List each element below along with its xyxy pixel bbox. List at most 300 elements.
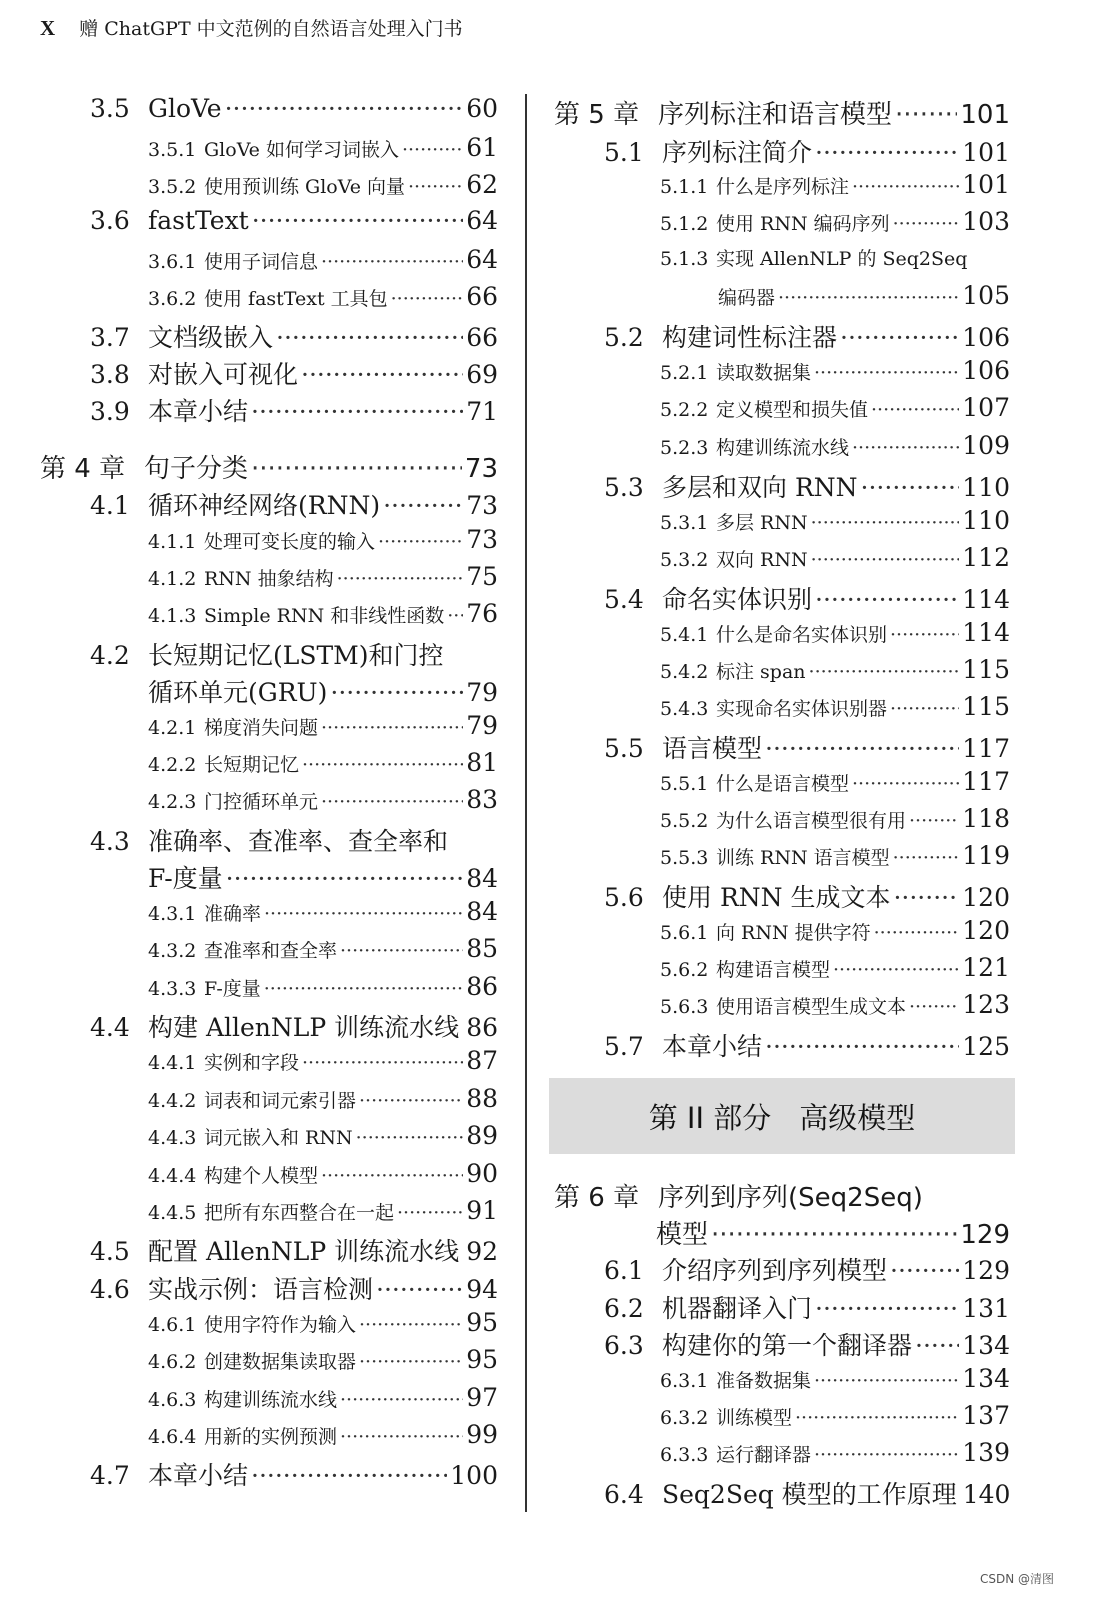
toc-entry[interactable] — [604, 1027, 1010, 1063]
toc-entry-page: 60 — [466, 94, 498, 123]
leader-dots — [402, 139, 463, 161]
toc-entry[interactable] — [604, 1475, 1010, 1511]
toc-entry-page: 79 — [466, 711, 498, 740]
toc-entry-title: 语言模型 — [662, 734, 763, 763]
toc-entry-page: 86 — [466, 1013, 498, 1042]
toc-entry-title: 本章小结 — [148, 397, 249, 426]
toc-entry-title: 实例和字段 — [204, 1052, 300, 1074]
toc-entry-number: 4.4.2 — [148, 1090, 197, 1112]
toc-entry-number: 5.2.3 — [660, 437, 709, 459]
toc-entry-title: 实现 AllenNLP 的 Seq2Seq — [716, 248, 968, 270]
toc-entry[interactable] — [660, 431, 1010, 460]
toc-entry-number: 第 6 章 — [554, 1183, 640, 1213]
toc-entry-page: 139 — [962, 1438, 1010, 1467]
leader-dots — [321, 251, 463, 273]
leader-dots — [340, 1426, 463, 1448]
toc-entry[interactable] — [90, 859, 498, 895]
leader-dots — [376, 1275, 463, 1304]
toc-entry[interactable] — [148, 562, 498, 591]
toc-entry[interactable] — [90, 486, 498, 522]
toc-entry-title: 构建训练流水线 — [716, 437, 850, 459]
toc-entry-number: 4.2 — [90, 641, 130, 670]
toc-entry-title: 实现命名实体识别器 — [716, 698, 888, 720]
leader-dots — [852, 176, 959, 198]
toc-entry-title: 准确率、查准率、查全率和 — [148, 827, 449, 856]
leader-dots — [814, 1370, 959, 1392]
toc-entry-page: 95 — [466, 1308, 498, 1337]
toc-entry-title: 用新的实例预测 — [204, 1426, 338, 1448]
toc-entry[interactable] — [148, 599, 498, 628]
leader-dots — [302, 1052, 463, 1074]
toc-entry[interactable] — [148, 170, 498, 199]
toc-entry[interactable] — [660, 356, 1010, 385]
toc-entry[interactable] — [148, 282, 498, 311]
toc-entry-page: 66 — [466, 323, 498, 352]
toc-entry-page: 94 — [466, 1275, 498, 1304]
toc-entry[interactable] — [148, 1084, 498, 1113]
toc-entry[interactable] — [660, 990, 1010, 1019]
toc-entry-number: 3.5.2 — [148, 176, 197, 198]
toc-entry[interactable] — [604, 318, 1010, 354]
toc-entry-title: 对嵌入可视化 — [148, 360, 299, 389]
toc-entry-number: 6.3 — [604, 1331, 644, 1360]
toc-entry-page: 99 — [466, 1420, 498, 1449]
toc-entry-page: 76 — [466, 599, 498, 628]
toc-entry-page: 71 — [466, 397, 498, 426]
toc-entry[interactable] — [148, 972, 498, 1001]
toc-entry-page: 120 — [962, 883, 1010, 912]
toc-entry-title: 定义模型和损失值 — [716, 399, 869, 421]
toc-entry-title: 使用 RNN 编码序列 — [716, 213, 890, 235]
toc-entry[interactable] — [148, 1308, 498, 1337]
toc-entry-title: 构建词性标注器 — [662, 323, 838, 352]
toc-entry-number: 6.3.1 — [660, 1370, 709, 1392]
toc-entry-number: 5.1.3 — [660, 248, 709, 270]
toc-entry[interactable] — [148, 748, 498, 777]
leader-dots — [462, 1013, 463, 1042]
toc-entry[interactable] — [660, 692, 1010, 721]
toc-entry[interactable] — [148, 1345, 498, 1374]
toc-entry-number: 4.6.3 — [148, 1389, 197, 1411]
toc-entry[interactable] — [554, 1177, 1010, 1214]
toc-entry-number: 4.3.3 — [148, 978, 197, 1000]
toc-entry-page: 109 — [962, 431, 1010, 460]
toc-entry[interactable] — [660, 1438, 1010, 1467]
toc-entry-number: 6.4 — [604, 1480, 644, 1509]
toc-entry[interactable] — [148, 1121, 498, 1150]
toc-entry-number: 5.4.3 — [660, 698, 709, 720]
leader-dots — [852, 437, 959, 459]
toc-entry-title: 使用子词信息 — [204, 251, 319, 273]
leader-dots — [340, 940, 463, 962]
toc-entry-number: 4.2.1 — [148, 717, 197, 739]
toc-entry-page: 84 — [466, 864, 498, 893]
toc-entry-number: 5.3.2 — [660, 549, 709, 571]
toc-entry-number: 5.5.3 — [660, 847, 709, 869]
toc-entry-number: 5.7 — [604, 1032, 644, 1061]
toc-entry-title: 命名实体识别 — [662, 585, 813, 614]
toc-entry-page: 115 — [962, 655, 1010, 684]
toc-entry-number: 5.6 — [604, 883, 644, 912]
toc-entry-page: 123 — [962, 990, 1010, 1019]
toc-entry-number: 4.3.2 — [148, 940, 197, 962]
toc-entry-number: 5.6.2 — [660, 959, 709, 981]
toc-entry-number: 5.2.1 — [660, 362, 709, 384]
toc-entry-number: 5.6.1 — [660, 922, 709, 944]
toc-entry-title: 训练 RNN 语言模型 — [716, 847, 890, 869]
toc-entry-number: 5.1.1 — [660, 176, 709, 198]
toc-entry-number: 4.6.2 — [148, 1351, 197, 1373]
toc-entry-page: 75 — [466, 562, 498, 591]
toc-entry-page: 125 — [962, 1032, 1010, 1061]
leader-dots — [251, 397, 463, 426]
leader-dots — [874, 922, 960, 944]
toc-entry-title: F-度量 — [148, 864, 223, 893]
toc-entry-title: 词元嵌入和 RNN — [204, 1127, 353, 1149]
toc-entry[interactable] — [660, 953, 1010, 982]
toc-entry-page: 129 — [960, 1220, 1010, 1250]
leader-dots — [264, 903, 463, 925]
leader-dots — [815, 585, 959, 614]
toc-entry-page: 92 — [466, 1237, 498, 1266]
toc-entry-page: 101 — [962, 170, 1010, 199]
toc-entry-number: 6.2 — [604, 1294, 644, 1323]
toc-entry[interactable] — [660, 1401, 1010, 1430]
leader-dots — [833, 959, 959, 981]
toc-entry[interactable] — [90, 206, 498, 235]
toc-entry-number: 4.4.3 — [148, 1127, 197, 1149]
toc-entry[interactable] — [660, 655, 1010, 684]
toc-entry-page: 61 — [466, 133, 498, 162]
toc-entry-title: 文档级嵌入 — [148, 323, 274, 352]
toc-entry-number: 4.3.1 — [148, 903, 197, 925]
leader-dots — [871, 399, 959, 421]
toc-entry-number: 5.6.3 — [660, 996, 709, 1018]
toc-entry-page: 110 — [962, 473, 1010, 502]
toc-entry-title: 查准率和查全率 — [204, 940, 338, 962]
toc-entry-page: 95 — [466, 1345, 498, 1374]
leader-dots — [251, 454, 462, 484]
toc-entry-page: 84 — [466, 897, 498, 926]
toc-entry-number: 4.3 — [90, 827, 130, 856]
toc-entry-title: 创建数据集读取器 — [204, 1351, 357, 1373]
toc-entry-title: Simple RNN 和非线性函数 — [204, 605, 445, 627]
toc-entry-page: 97 — [466, 1383, 498, 1412]
toc-entry[interactable] — [660, 841, 1010, 870]
toc-entry[interactable] — [604, 1326, 1010, 1362]
toc-entry[interactable] — [90, 94, 498, 123]
toc-entry[interactable] — [604, 133, 1010, 169]
toc-entry-title: 配置 AllenNLP 训练流水线 — [148, 1237, 460, 1266]
toc-entry-page: 83 — [466, 785, 498, 814]
toc-entry-page: 73 — [466, 491, 498, 520]
toc-entry-number: 4.4.1 — [148, 1052, 197, 1074]
toc-entry[interactable] — [148, 934, 498, 963]
toc-entry-title: 长短期记忆 — [204, 754, 300, 776]
toc-entry-number: 3.5.1 — [148, 139, 197, 161]
toc-entry-title: RNN 抽象结构 — [204, 568, 334, 590]
toc-entry[interactable] — [148, 133, 498, 162]
toc-entry-title: GloVe 如何学习词嵌入 — [204, 139, 399, 161]
toc-entry[interactable] — [604, 729, 1010, 765]
leader-dots — [814, 362, 959, 384]
leader-dots — [359, 1351, 463, 1373]
toc-entry-page: 106 — [962, 323, 1010, 352]
leader-dots — [359, 1314, 463, 1336]
toc-entry-title: 序列到序列(Seq2Seq) — [658, 1183, 923, 1213]
column-divider — [525, 94, 527, 1512]
toc-entry-number: 3.6.1 — [148, 251, 197, 273]
leader-dots — [811, 549, 960, 571]
toc-entry-number: 4.1.3 — [148, 605, 197, 627]
toc-entry[interactable] — [660, 804, 1010, 833]
toc-entry-page: 86 — [466, 972, 498, 1001]
leader-dots — [893, 213, 960, 235]
toc-entry-page: 79 — [466, 678, 498, 707]
toc-entry-page: 119 — [962, 841, 1010, 870]
toc-entry[interactable] — [90, 355, 498, 391]
leader-dots — [340, 1389, 463, 1411]
toc-entry-title: 模型 — [656, 1220, 709, 1250]
toc-entry-title: 实战示例：语言检测 — [148, 1275, 374, 1304]
toc-entry[interactable] — [90, 822, 498, 858]
toc-entry-page: 64 — [466, 245, 498, 274]
toc-entry[interactable] — [148, 1046, 498, 1075]
toc-entry-number: 5.4.2 — [660, 661, 709, 683]
part-title: 高级模型 — [799, 1100, 916, 1135]
toc-entry-title: 使用语言模型生成文本 — [716, 996, 907, 1018]
toc-entry-page: 100 — [450, 1461, 498, 1490]
toc-entry-title: 构建 AllenNLP 训练流水线 — [148, 1013, 460, 1042]
toc-entry[interactable] — [90, 318, 498, 354]
toc-entry-page: 101 — [960, 100, 1010, 130]
toc-entry-number: 5.5.1 — [660, 773, 709, 795]
toc-entry[interactable] — [604, 1251, 1010, 1287]
toc-entry[interactable] — [660, 207, 1010, 236]
toc-entry[interactable] — [554, 94, 1010, 131]
leader-dots — [391, 288, 464, 310]
toc-entry-title: 什么是序列标注 — [716, 176, 850, 198]
leader-dots — [765, 734, 959, 763]
leader-dots — [811, 512, 960, 534]
toc-entry-title: 标注 span — [716, 661, 806, 683]
toc-entry[interactable] — [554, 1214, 1010, 1251]
toc-entry-page: 91 — [466, 1196, 498, 1225]
toc-entry-number: 4.2.2 — [148, 754, 197, 776]
leader-dots — [915, 1331, 959, 1360]
leader-dots — [893, 847, 960, 869]
leader-dots — [337, 568, 464, 590]
leader-dots — [226, 864, 464, 893]
toc-entry[interactable] — [660, 244, 1010, 271]
toc-entry-title: 使用预训练 GloVe 向量 — [204, 176, 405, 198]
toc-entry-number: 4.5 — [90, 1237, 130, 1266]
toc-entry-title: 编码器 — [718, 287, 776, 309]
toc-entry[interactable] — [40, 448, 498, 485]
toc-entry-number: 4.4.4 — [148, 1165, 197, 1187]
leader-dots — [815, 138, 959, 167]
toc-entry-page: 89 — [466, 1121, 498, 1150]
toc-entry[interactable] — [148, 1420, 498, 1449]
toc-entry-title: GloVe — [148, 94, 222, 123]
toc-entry-page: 81 — [466, 748, 498, 777]
toc-entry-page: 117 — [962, 767, 1010, 796]
toc-entry-title: 双向 RNN — [716, 549, 808, 571]
toc-entry-title: 构建训练流水线 — [204, 1389, 338, 1411]
leader-dots — [809, 661, 960, 683]
leader-dots — [909, 810, 959, 832]
toc-entry-number: 5.3 — [604, 473, 644, 502]
toc-entry[interactable] — [604, 468, 1010, 504]
toc-entry-page: 88 — [466, 1084, 498, 1113]
toc-entry-title: 准备数据集 — [716, 1370, 812, 1392]
toc-entry-page: 114 — [962, 585, 1010, 614]
toc-entry[interactable] — [90, 1456, 498, 1492]
toc-entry-page: 121 — [962, 953, 1010, 982]
toc-entry-page: 106 — [962, 356, 1010, 385]
toc-entry-title: 序列标注和语言模型 — [658, 100, 893, 130]
toc-entry[interactable] — [148, 1159, 498, 1188]
toc-entry-page: 137 — [962, 1401, 1010, 1430]
toc-entry-page: 107 — [962, 393, 1010, 422]
toc-entry-page: 115 — [962, 692, 1010, 721]
watermark: CSDN @清图 — [979, 1572, 1054, 1586]
toc-entry-number: 4.7 — [90, 1461, 130, 1490]
toc-entry-page: 140 — [962, 1480, 1011, 1509]
toc-entry-page: 101 — [962, 138, 1010, 167]
toc-entry[interactable] — [604, 580, 1010, 616]
toc-entry[interactable] — [660, 767, 1010, 796]
toc-entry-page: 73 — [464, 454, 498, 484]
toc-entry-number: 5.3.1 — [660, 512, 709, 534]
toc-entry[interactable] — [660, 506, 1010, 535]
toc-entry-page: 105 — [962, 281, 1010, 310]
toc-entry[interactable] — [660, 543, 1010, 572]
toc-entry-page: 110 — [962, 506, 1010, 535]
toc-entry-title: 使用 RNN 生成文本 — [662, 883, 891, 912]
leader-dots — [852, 773, 959, 795]
toc-entry[interactable] — [148, 525, 498, 554]
toc-entry-number: 6.3.3 — [660, 1444, 709, 1466]
toc-entry[interactable] — [148, 711, 498, 740]
toc-entry[interactable] — [604, 878, 1010, 914]
toc-entry-page: 131 — [962, 1294, 1010, 1323]
leader-dots — [861, 473, 960, 502]
toc-entry[interactable] — [660, 1364, 1010, 1393]
leader-dots — [225, 94, 464, 123]
leader-dots — [711, 1220, 957, 1250]
toc-entry-title: 运行翻译器 — [716, 1444, 812, 1466]
toc-entry-number: 第 4 章 — [40, 454, 126, 484]
toc-entry-title: 训练模型 — [716, 1407, 793, 1429]
toc-entry-title: F-度量 — [204, 978, 261, 1000]
toc-entry-page: 134 — [962, 1364, 1010, 1393]
toc-entry-number: 4.1 — [90, 491, 130, 520]
toc-entry[interactable] — [148, 897, 498, 926]
leader-dots — [378, 531, 463, 553]
toc-entry-number: 6.3.2 — [660, 1407, 709, 1429]
toc-entry[interactable] — [90, 1232, 498, 1268]
toc-entry-number: 4.6.1 — [148, 1314, 197, 1336]
toc-entry-page: 114 — [962, 618, 1010, 647]
toc-entry[interactable] — [90, 673, 498, 709]
toc-entry-number: 4.6 — [90, 1275, 130, 1304]
toc-entry[interactable] — [148, 1196, 498, 1225]
toc-entry-number: 3.6.2 — [148, 288, 197, 310]
toc-entry-page: 118 — [962, 804, 1010, 833]
toc-entry[interactable] — [148, 1383, 498, 1412]
page-header — [40, 14, 463, 41]
toc-entry-title: 本章小结 — [148, 1461, 249, 1490]
toc-entry-number: 4.6.4 — [148, 1426, 197, 1448]
toc-entry-title: 介绍序列到序列模型 — [662, 1256, 888, 1285]
toc-entry-number: 3.7 — [90, 323, 130, 352]
toc-entry-number: 5.4.1 — [660, 624, 709, 646]
leader-dots — [765, 1032, 959, 1061]
toc-entry-title: 长短期记忆(LSTM)和门控 — [148, 641, 444, 670]
toc-entry-title: 构建语言模型 — [716, 959, 831, 981]
toc-entry[interactable] — [604, 1289, 1010, 1325]
leader-dots — [356, 1127, 464, 1149]
toc-entry-page: 103 — [962, 207, 1010, 236]
toc-entry-title: 准确率 — [204, 903, 262, 925]
leader-dots — [397, 1202, 463, 1224]
leader-dots — [814, 1444, 959, 1466]
toc-entry-page: 112 — [962, 543, 1010, 572]
toc-entry[interactable] — [660, 281, 1010, 310]
leader-dots — [890, 1256, 959, 1285]
leader-dots — [321, 791, 463, 813]
toc-entry-page: 129 — [962, 1256, 1010, 1285]
toc-entry-title: 机器翻译入门 — [662, 1294, 813, 1323]
leader-dots — [321, 1165, 463, 1187]
toc-entry[interactable] — [90, 1270, 498, 1306]
toc-entry-title: 向 RNN 提供字符 — [716, 922, 871, 944]
toc-entry-number: 3.5 — [90, 94, 130, 123]
toc-entry[interactable] — [148, 785, 498, 814]
toc-entry-number: 5.1.2 — [660, 213, 709, 235]
toc-entry-number: 5.2 — [604, 323, 644, 352]
toc-entry[interactable] — [90, 392, 498, 428]
toc-entry[interactable] — [660, 618, 1010, 647]
leader-dots — [778, 287, 959, 309]
toc-entry-page: 85 — [466, 934, 498, 963]
toc-entry-number: 4.4 — [90, 1013, 130, 1042]
leader-dots — [462, 1237, 463, 1266]
toc-entry-title: 序列标注简介 — [662, 138, 813, 167]
toc-entry-title: 本章小结 — [662, 1032, 763, 1061]
toc-entry-page: 73 — [466, 525, 498, 554]
toc-entry[interactable] — [660, 393, 1010, 422]
toc-entry[interactable] — [148, 245, 498, 274]
leader-dots — [321, 717, 463, 739]
toc-entry-number: 3.9 — [90, 397, 130, 426]
toc-entry[interactable] — [90, 1008, 498, 1044]
toc-entry-page: 134 — [962, 1331, 1010, 1360]
toc-entry-number: 4.1.1 — [148, 531, 197, 553]
leader-dots — [795, 1407, 959, 1429]
toc-entry-number: 4.1.2 — [148, 568, 197, 590]
toc-entry-number: 4.2.3 — [148, 791, 197, 813]
toc-entry[interactable] — [660, 170, 1010, 199]
toc-entry[interactable] — [90, 636, 498, 672]
toc-entry-number: 4.4.5 — [148, 1202, 197, 1224]
toc-entry-number: 第 5 章 — [554, 100, 640, 130]
toc-entry-title: 多层和双向 RNN — [662, 473, 858, 502]
toc-entry[interactable] — [660, 916, 1010, 945]
leader-dots — [301, 360, 463, 389]
page-number: X — [40, 16, 56, 40]
